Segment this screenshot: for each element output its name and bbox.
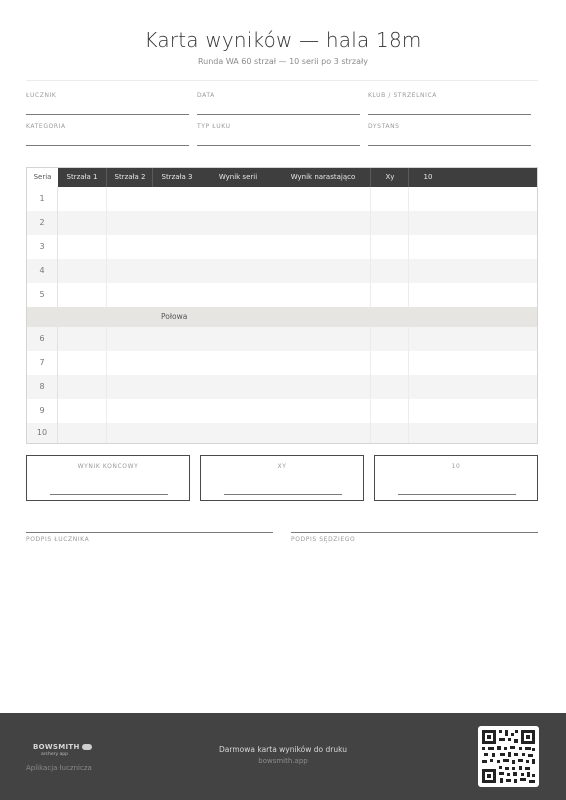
table-header — [27, 168, 537, 187]
series-number: 1 — [27, 187, 58, 211]
xy-total-label: XY — [277, 463, 287, 470]
club-field-line — [368, 114, 531, 115]
brand-name: BOWSMITH — [33, 743, 80, 751]
bow-type-field-label: TYP ŁUKU — [197, 123, 231, 130]
tens-total-label: 10 — [451, 463, 461, 470]
final-score-box[interactable] — [26, 455, 190, 501]
halfway-row — [27, 307, 537, 327]
series-number: 4 — [27, 259, 58, 283]
col-header-running-total: Wynik narastająco — [290, 173, 356, 181]
col-header-end-score: Wynik serii — [218, 173, 258, 181]
club-field[interactable] — [368, 92, 531, 99]
table-row[interactable] — [27, 259, 537, 283]
final-score-line — [50, 494, 168, 495]
col-header-tens: 10 — [408, 168, 447, 187]
category-field[interactable] — [26, 123, 189, 130]
score-table — [26, 167, 538, 444]
app-label: Aplikacja łucznicza — [26, 764, 92, 772]
table-row[interactable] — [27, 423, 537, 443]
series-number: 6 — [27, 327, 58, 351]
footer-tagline: Darmowa karta wyników do druku — [219, 745, 347, 754]
col-header-arrow-1: Strzała 1 — [66, 173, 98, 181]
date-field-line — [197, 114, 360, 115]
col-header-xy: Xy — [370, 168, 409, 187]
table-row[interactable] — [27, 211, 537, 235]
judge-signature-label: PODPIS SĘDZIEGO — [291, 536, 356, 543]
table-row[interactable] — [27, 375, 537, 399]
judge-signature-line[interactable] — [291, 532, 538, 533]
tens-total-box[interactable] — [374, 455, 538, 501]
xy-total-box[interactable] — [200, 455, 364, 501]
distance-field[interactable] — [368, 123, 531, 130]
header-divider — [26, 80, 538, 81]
series-number: 7 — [27, 351, 58, 375]
series-number: 5 — [27, 283, 58, 307]
footer — [0, 713, 566, 800]
table-row[interactable] — [27, 399, 537, 423]
club-field-label: KLUB / STRZELNICA — [368, 92, 437, 99]
tens-total-line — [398, 494, 516, 495]
series-number: 8 — [27, 375, 58, 399]
archer-field-label: ŁUCZNIK — [26, 92, 57, 99]
table-row[interactable] — [27, 187, 537, 211]
archer-field[interactable] — [26, 92, 189, 99]
brand-subtitle: archery app — [41, 752, 69, 757]
series-number: 3 — [27, 235, 58, 259]
col-header-series: Seria — [27, 168, 58, 187]
distance-field-line — [368, 145, 531, 146]
footer-url[interactable]: bowsmith.app — [258, 757, 308, 765]
final-score-label: WYNIK KOŃCOWY — [77, 463, 139, 470]
archer-signature-line[interactable] — [26, 532, 273, 533]
table-row[interactable] — [27, 327, 537, 351]
series-number: 10 — [27, 423, 58, 443]
bow-type-field[interactable] — [197, 123, 360, 130]
page-subtitle: Runda WA 60 strzał — 10 serii po 3 strzały — [197, 57, 369, 66]
archer-signature-label: PODPIS ŁUCZNIKA — [26, 536, 90, 543]
category-field-line — [26, 145, 189, 146]
table-row[interactable] — [27, 235, 537, 259]
series-number: 2 — [27, 211, 58, 235]
table-row[interactable] — [27, 283, 537, 307]
distance-field-label: DYSTANS — [368, 123, 400, 130]
series-number: 9 — [27, 399, 58, 423]
table-row[interactable] — [27, 351, 537, 375]
col-header-arrow-3: Strzała 3 — [152, 168, 201, 187]
col-header-arrow-2: Strzała 2 — [106, 168, 153, 187]
category-field-label: KATEGORIA — [26, 123, 66, 130]
archer-field-line — [26, 114, 189, 115]
halfway-label: Połowa — [161, 312, 188, 321]
bow-type-field-line — [197, 145, 360, 146]
xy-total-line — [224, 494, 342, 495]
page-title: Karta wyników — hala 18m — [144, 28, 422, 52]
date-field-label: DATA — [197, 92, 215, 99]
qr-code-icon[interactable] — [478, 726, 539, 787]
date-field[interactable] — [197, 92, 360, 99]
